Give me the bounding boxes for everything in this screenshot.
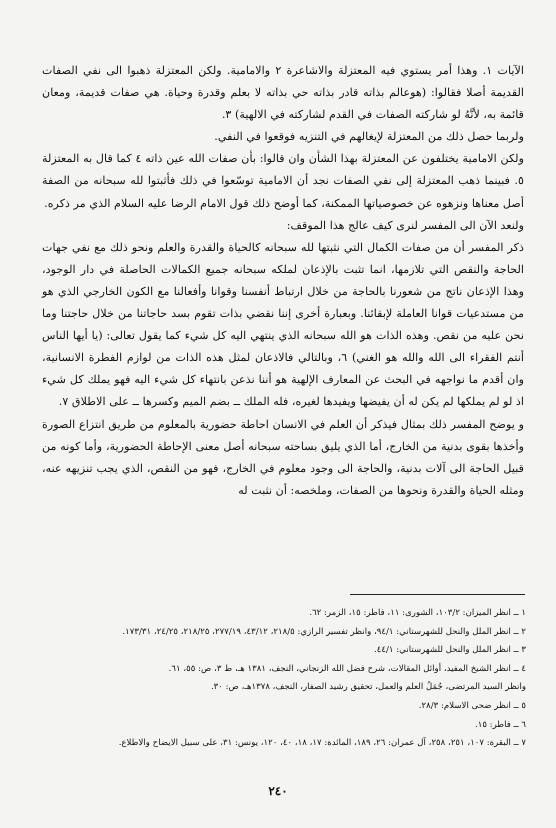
footnote: ١ ــ انظر الميزان: ١٠٣/٢، الشورى: ١١، فاطر: ١٥، الزمر: ٦٢.: [309, 608, 526, 618]
footnote-divider: [350, 594, 525, 595]
body-text: [42, 60, 524, 502]
footnotes: [28, 604, 526, 753]
paragraph: ولكن الامامية يختلفون عن المعتزلة بهذا الشأن وان قالوا: بأن صفات الله عين ذاته ٤ كما قال به المعتزلة ٥. فبينما ذهب المعتزلة إلى نفي الصفات نجد أن الامامية توسّعوا في ذلك فأثبتوا لله سبحانه من الصفة أصل معناها ونزهوه عن خصوصياتها الممكنة، كما أوضح ذلك قول الامام الرضا عليه السلام الذي مر ذكره.: [42, 152, 524, 210]
footnote: ٥ ــ انظر ضحى الاسلام: ٢٨/٣.: [418, 700, 526, 711]
paragraph: ولنعد الآن الى المفسر لنرى كيف عالج هذا الموقف:: [286, 218, 524, 232]
footnote: وانظر السيد المرتضى، جُمَلُ العلم والعمل، تحقيق رشيد الصفار، النجف، ١٣٧٨هـ، ص: ٣٠.: [210, 682, 526, 693]
paragraph: الآيات ١. وهذا أمر يستوي فيه المعتزلة والاشاعرة ٢ والامامية. ولكن المعتزلة ذهبوا الى نفي الصفات القديمة أصلا فقالوا: (هوعالم بذاته قادر بذاته حي بذاته لا بعلم وقدرة وحياة. هي صفات قديمة، ومعان قائمة به، لأنَّهُ لو شاركته الصفات في القدم لشاركته في الالهية) ٣.: [42, 64, 524, 122]
paragraph: و يوضح المفسر ذلك بمثال فيذكر أن العلم في الانسان احاطة حضورية بالمعلوم من طريق انتزاع الصورة وأخذها بقوى بدنية من الخارج، أما الذي يليق بساحته سبحانه أصل معنى الإحاطة الحضورية، وأما كونه من قبيل الحاجة الى آلات بدنية، والحاجة الى وجود معلوم في الخارج، فهو من النقص، الذي يجب تنزيهه عنه، ومثله الحياة والقدرة ونحوها من الصفات، وملخصه: أن نثبت له: [42, 417, 524, 497]
paragraph: ولربما حصل ذلك من المعتزلة لإيغالهم في التنزيه فوقعوا في النفي.: [214, 130, 524, 144]
footnote: ٣ ــ انظر الملل والنحل للشهرستاني: ٤٤/١.: [374, 645, 526, 656]
footnote: ٦ ــ فاطر: ١٥.: [474, 719, 526, 730]
paragraph: ذكر المفسر أن من صفات الكمال التي نثبتها لله سبحانه كالحياة والقدرة والعلم ونحو ذلك مع نفي جهات الحاجة والنقص التي تلازمها، انما تثبت بالإذعان لملكه سبحانه جميع الكمالات الحاصلة في دار الوجود، وهذا الإذعان ناتج من شعورنا بالحاجة من خلال ارتباط أنفسنا وقوانا وأفعالنا مع الكون الخارجي الذي هو من مستدعيات قوانا العاملة لإبقائنا. وبعبارة أخرى إننا نقضي بذات تقوم بسد حاجاتنا من خلال حاجتنا وما نحن عليه من نقص. وهذه الذات هو الله سبحانه الذي ينتهي اليه كل شيء كما يقول تعالى: (يا أيها الناس أنتم الفقراء الى الله والله هو الغني) ٦، وبالتالي فالاذعان لمثل هذه الذات من لوازم الفطرة الانسانية، وان أقدم ما نواجهه في البحث عن المعارف الإلهية هو أننا نذعن بانتهاء كل شيء اليه فهو يملك كل شيء اذ لو لم يملكها لم يكن له أن يفيضها ويفيدها لغيره، فله الملك ــ بضم الميم وكسرها ــ على الاطلاق ٧.: [42, 240, 525, 409]
footnote: ٢ ــ انظر الملل والنحل للشهرستاني: ٩٤/١، وانظر تفسير الرازي: ٢١٨/٥، ٤٣/١٢، ٢٧٧/١٩، ٢١٨/٢٥، ٢٤/٢٥، ١٧٣/٣١.: [122, 626, 526, 637]
footnote: ٤ ــ انظر الشيخ المفيد، أوائل المقالات، شرح فضل الله الزنجاني، النجف، ١٣٨١ هـ، ط ٣، ص: ٥٥، ٦١.: [168, 663, 526, 674]
page-number: ٢٤٠: [268, 784, 288, 798]
footnote: ٧ ــ البقرة: ١٠٧، ٢٥١، ٢٥٨، آل عمران: ٢٦، ١٨٩، المائدة: ١٧، ١٨، ٤٠، ١٢٠، يونس: ٣١، على سبيل الايضاح والاطلاع.: [118, 738, 526, 749]
